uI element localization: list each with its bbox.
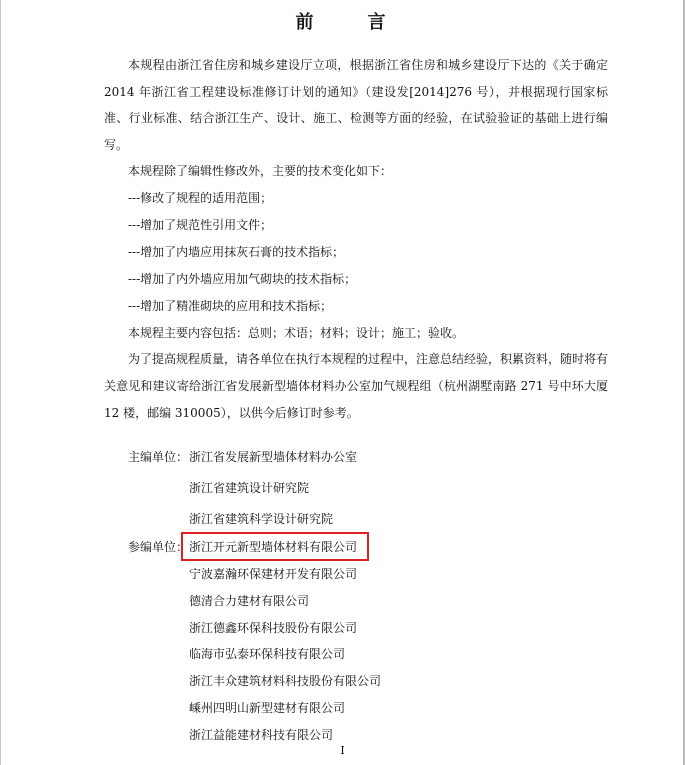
participating-units-label: 参编单位： <box>128 540 189 554</box>
participating-unit-item: 宁波嘉瀚环保建材开发有限公司 <box>189 567 358 581</box>
change-item: ---增加了内墙应用抹灰石膏的技术指标； <box>128 245 345 259</box>
change-item: ---增加了规范性引用文件； <box>128 218 273 232</box>
chief-unit-item: 浙江省建筑科学设计研究院 <box>189 512 334 526</box>
participating-unit-item: 浙江益能建材科技有限公司 <box>189 728 334 742</box>
participating-unit-item: 浙江德鑫环保科技股份有限公司 <box>189 621 358 635</box>
chief-unit-item: 浙江省发展新型墙体材料办公室 <box>189 450 358 464</box>
page-number: I <box>340 744 345 757</box>
change-item: ---修改了规程的适用范围； <box>128 191 273 205</box>
participating-unit-item: 浙江开元新型墙体材料有限公司 <box>189 540 358 554</box>
page-left-edge <box>0 0 1 765</box>
page-title: 前 言 <box>295 12 404 33</box>
changes-intro: 本规程除了编辑性修改外，主要的技术变化如下： <box>128 164 393 178</box>
change-item: ---增加了内外墙应用加气砌块的技术指标； <box>128 272 357 286</box>
change-item: ---增加了精准砌块的应用和技术指标； <box>128 299 333 313</box>
chief-units-label: 主编单位： <box>128 450 189 464</box>
participating-unit-item: 嵊州四明山新型建材有限公司 <box>189 701 346 715</box>
chief-unit-item: 浙江省建筑设计研究院 <box>189 481 310 495</box>
feedback-paragraph: 为了提高规程质量，请各单位在执行本规程的过程中，注意总结经验，积累资料，随时将有关意见和建议寄给浙江省发展新型墙体材料办公室加气规程组（杭州湖墅南路 271 号中环大厦 12 楼，邮编 310005），以供今后修订时参考。 <box>104 352 609 420</box>
participating-unit-item: 德清合力建材有限公司 <box>189 594 310 608</box>
highlight-box <box>181 532 369 561</box>
main-contents: 本规程主要内容包括：总则；术语；材料；设计；施工；验收。 <box>128 326 465 340</box>
intro-paragraph: 本规程由浙江省住房和城乡建设厅立项，根据浙江省住房和城乡建设厅下达的《关于确定 2014 年浙江省工程建设标准修订计划的通知》（建设发[2014]276 号），并根据现行国家标准、行业标准、结合浙江生产、设计、施工、检测等方面的经验，在试验验证的基础上进行编写。 <box>104 58 608 152</box>
participating-unit-item: 临海市弘泰环保科技有限公司 <box>189 647 346 661</box>
participating-unit-item: 浙江丰众建筑材料科技股份有限公司 <box>189 674 382 688</box>
